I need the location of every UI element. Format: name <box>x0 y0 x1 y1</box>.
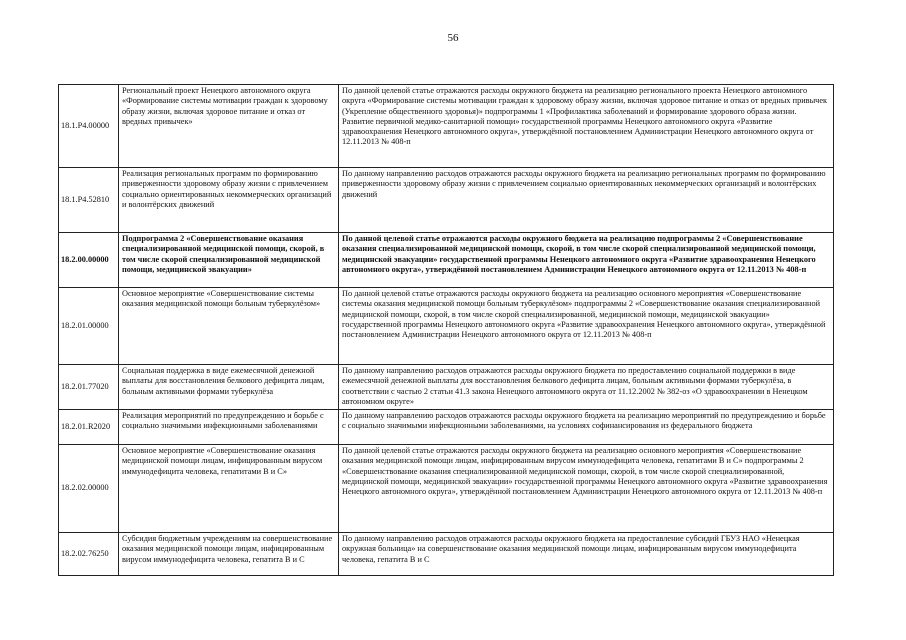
row-name: Социальная поддержка в виде ежемесячной денежной выплаты для восстановления белкового дефицита лицам, больным активными формами туберкулёза <box>119 365 339 410</box>
row-name: Основное мероприятие «Совершенствование оказания медицинской помощи лицам, инфицированным вирусом иммунодефицита человека, гепатитами В и С» <box>119 445 339 533</box>
row-description: По данной целевой статье отражаются расходы окружного бюджета на реализацию подпрограммы 2 «Совершенствование оказания специализированной медицинской помощи, скорой, в том числе скорой специализированной медицинской помощи, медицинской эвакуации» государственной программы Ненецкого автономного округа «Развитие здравоохранения Ненецкого автономного округа», утверждённой постановлением Администрации Ненецкого автономного округа от 12.11.2013 № 408-п <box>339 233 834 288</box>
row-code: 18.1.P4.52810 <box>59 168 119 233</box>
row-code: 18.1.P4.00000 <box>59 85 119 168</box>
table-row <box>59 365 834 410</box>
row-name: Региональный проект Ненецкого автономного округа «Формирование системы мотивации граждан к здоровому образу жизни, включая здоровое питание и отказ от вредных привычек» <box>119 85 339 168</box>
row-code: 18.2.02.00000 <box>59 445 119 533</box>
table-row <box>59 288 834 365</box>
row-code: 18.2.02.76250 <box>59 533 119 576</box>
row-description: По данной целевой статье отражаются расходы окружного бюджета на реализацию регионального проекта Ненецкого автономного округа «Формирование системы мотивации граждан к здоровому образу жизни, включая здоровое питание и отказ от вредных привычек (Укрепление общественного здоровья)» подпрограммы 1 «Профилактика заболеваний и формирование здорового образа жизни. Развитие первичной медико-санитарной помощи» государственной программы Ненецкого автономного округа «Развитие здравоохранения Ненецкого автономного округа», утверждённой постановлением Администрации Ненецкого автономного округа от 12.11.2013 № 408-п <box>339 85 834 168</box>
budget-classification-table <box>58 84 834 576</box>
page-number: 56 <box>447 32 459 44</box>
row-code: 18.2.00.00000 <box>59 233 119 288</box>
row-description: По данному направлению расходов отражаются расходы окружного бюджета на реализацию региональных программ по формированию приверженности здоровому образу жизни с привлечением социально ориентированных некоммерческих организаций и волонтёрских движений <box>339 168 834 233</box>
row-name: Реализация мероприятий по предупреждению и борьбе с социально значимыми инфекционными заболеваниями <box>119 410 339 445</box>
row-code: 18.2.01.R2020 <box>59 410 119 445</box>
table-row <box>59 445 834 533</box>
table-row <box>59 410 834 445</box>
table-row <box>59 533 834 576</box>
row-name: Реализация региональных программ по формированию приверженности здоровому образу жизни с привлечением социально ориентированных некоммерческих организаций и волонтёрских движений <box>119 168 339 233</box>
row-code: 18.2.01.77020 <box>59 365 119 410</box>
table-row <box>59 168 834 233</box>
row-description: По данной целевой статье отражаются расходы окружного бюджета на реализацию основного мероприятия «Совершенствование оказания медицинской помощи лицам, инфицированным вирусом иммунодефицита человека, гепатитами В и С» подпрограммы 2 «Совершенствование оказания специализированной медицинской помощи, скорой, в том числе скорой специализированной, медицинской помощи, медицинской эвакуации» государственной программы Ненецкого автономного округа «Развитие здравоохранения Ненецкого автономного округа», утверждённой постановлением Администрации Ненецкого автономного округа от 12.11.2013 № 408-п <box>339 445 834 533</box>
row-description: По данной целевой статье отражаются расходы окружного бюджета на реализацию основного мероприятия «Совершенствование системы оказания медицинской помощи больным туберкулёзом» подпрограммы 2 «Совершенствование оказания специализированной медицинской помощи, скорой, в том числе скорой специализированной, медицинской помощи, медицинской эвакуации» государственной программы Ненецкого автономного округа «Развитие здравоохранения Ненецкого автономного округа», утверждённой постановлением Администрации Ненецкого автономного округа от 12.11.2013 № 408-п <box>339 288 834 365</box>
table-row <box>59 85 834 168</box>
row-code: 18.2.01.00000 <box>59 288 119 365</box>
row-name: Субсидия бюджетным учреждениям на совершенствование оказания медицинской помощи лицам, инфицированным вирусом иммунодефицита человека, гепатита В и С <box>119 533 339 576</box>
row-description: По данному направлению расходов отражаются расходы окружного бюджета на реализацию мероприятий по предупреждению и борьбе с социально значимыми инфекционными заболеваниями, на условиях софинансирования из федерального бюджета <box>339 410 834 445</box>
row-description: По данному направлению расходов отражаются расходы окружного бюджета на предоставление субсидий ГБУЗ НАО «Ненецкая окружная больница» на совершенствование оказания медицинской помощи лицам, инфицированным вирусом иммунодефицита человека, гепатита В и С <box>339 533 834 576</box>
row-name: Основное мероприятие «Совершенствование системы оказания медицинской помощи больным туберкулёзом» <box>119 288 339 365</box>
row-description: По данному направлению расходов отражаются расходы окружного бюджета по предоставлению социальной поддержки в виде ежемесячной денежной выплаты для восстановления белкового дефицита лицам, больным активными формами туберкулёза, в соответствии с частью 2 статьи 41.3 закона Ненецкого автономного округа от 11.12.2002 № 382-оз «О здравоохранении в Ненецком автономном округе» <box>339 365 834 410</box>
table-row <box>59 233 834 288</box>
row-name: Подпрограмма 2 «Совершенствование оказания специализированной медицинской помощи, скорой, в том числе скорой специализированной медицинской помощи, медицинской эвакуации» <box>119 233 339 288</box>
